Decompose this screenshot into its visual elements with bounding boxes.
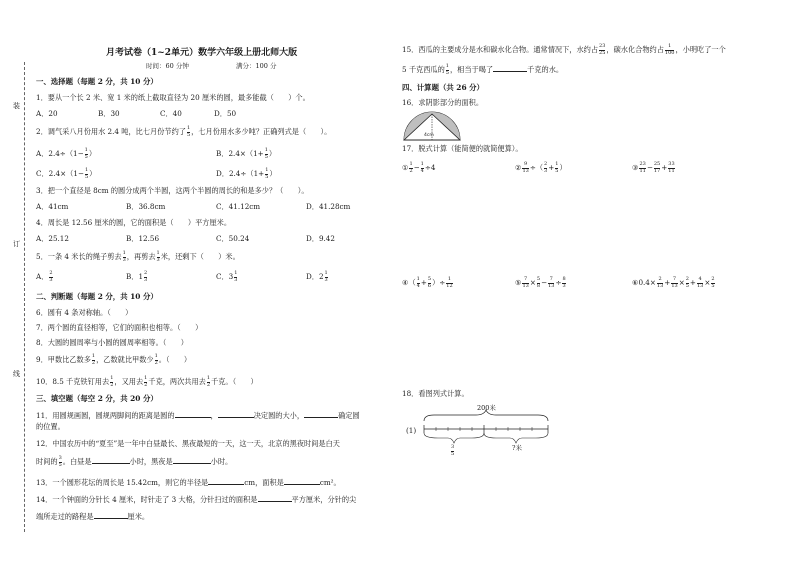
answer-blank[interactable] bbox=[175, 410, 211, 418]
q2-option-d: D．2.4÷（1+ $\frac{1}{5}$ ） bbox=[216, 167, 277, 180]
binding-char-xian: 线 bbox=[13, 370, 20, 378]
binding-line bbox=[24, 62, 25, 532]
question-8: 8．大圆的圆周率与小圆的圆周率相等。（ ） bbox=[36, 338, 188, 347]
answer-blank[interactable] bbox=[493, 64, 527, 72]
section-3-heading: 三、填空题（每空 2 分，共 20 分） bbox=[36, 394, 158, 403]
calc-1: ① $\frac{1}{2}$ − $\frac{1}{4}$ ÷4 bbox=[402, 161, 436, 174]
q5-option-a: A． $\frac{2}{3}$ bbox=[36, 270, 53, 283]
answer-blank[interactable] bbox=[304, 410, 338, 418]
figure-tag: (1) bbox=[406, 426, 417, 435]
q2-option-c: C．2.4×（1− $\frac{1}{5}$ ） bbox=[36, 167, 97, 180]
question-9: 9．甲数比乙数多 $\frac{1}{2}$ ，乙数就比甲数少 $\frac{1}{2}$ 。（ ） bbox=[36, 353, 192, 366]
binding-char-zhuang: 装 bbox=[13, 102, 20, 110]
question-18: 18．看图列式计算。 bbox=[402, 389, 469, 398]
q4-option-d: D．9.42 bbox=[306, 234, 335, 243]
q3-option-b: B．36.8cm bbox=[126, 202, 166, 211]
answer-blank[interactable] bbox=[92, 456, 130, 464]
exam-time: 时间：60 分钟 bbox=[146, 62, 189, 70]
q1-option-b: B．30 bbox=[98, 109, 120, 118]
q4-option-b: B．12.56 bbox=[126, 234, 160, 243]
question-14-cont: 端所走过的路程是 厘米。 bbox=[36, 512, 150, 521]
question-10: 10．8.5 千克铁钉用去 $\frac{1}{2}$ ，又用去 $\frac{1}{2}$ 千克，两次共用去 $\frac{1}{2}$ 千克。（ ） bbox=[36, 375, 258, 388]
q2-option-b: B．2.4×（1+ $\frac{1}{5}$ ） bbox=[216, 147, 277, 160]
calc-5: ⑤ $\frac{7}{13}$ × $\frac{5}{8}$ − $\frac{7}{13}$ ÷ $\frac{8}{3}$ bbox=[515, 276, 566, 289]
question-5: 5．一条 4 米长的绳子剪去 $\frac{1}{3}$ ，再剪去 $\frac{1}{3}$ 米，还剩下（ ）米。 bbox=[36, 250, 240, 263]
unknown-length-label: ?米 bbox=[512, 444, 522, 452]
calc-2: ② $\frac{9}{13}$ ÷（ $\frac{2}{3}$ + $\frac{1}{5}$ ） bbox=[515, 161, 567, 174]
semicircle-shaded-figure bbox=[402, 110, 462, 144]
question-7: 7．两个圆的直径相等，它们的面积也相等。（ ） bbox=[36, 323, 203, 332]
question-3: 3．把一个直径是 8cm 的圆分成两个半圆，这两个半圆的周长的和是多少？（ ）。 bbox=[36, 186, 309, 195]
q3-option-d: D．41.28cm bbox=[306, 202, 351, 211]
page-title: 月考试卷（1~2单元）数学六年级上册北师大版 bbox=[106, 48, 298, 58]
total-length-label: 200米 bbox=[477, 404, 496, 412]
q2-option-a: A．2.4÷（1− $\frac{1}{5}$ ） bbox=[36, 147, 97, 160]
question-1: 1．要从一个长 2 米、宽 1 米的纸上截取直径为 20 厘米的圆，最多能截（ ）个。 bbox=[36, 93, 310, 102]
q5-option-c: C．3 $\frac{1}{3}$ bbox=[216, 270, 238, 283]
question-13: 13．一个圆形花坛的周长是 15.42cm，则它的半径是 cm，面积是 cm²。 bbox=[36, 478, 341, 487]
answer-blank[interactable] bbox=[208, 477, 244, 485]
section-2-heading: 二、判断题（每题 2 分，共 10 分） bbox=[36, 292, 158, 301]
line-segment-diagram bbox=[420, 405, 555, 457]
q1-option-a: A．20 bbox=[36, 109, 58, 118]
answer-blank[interactable] bbox=[173, 456, 211, 464]
question-11: 11．用圆规画圆，圆规两脚间的距离是圆的 ， 决定圆的大小， 确定圆 bbox=[36, 411, 360, 420]
answer-blank[interactable] bbox=[258, 494, 292, 502]
section-4-heading: 四、计算题（共 26 分） bbox=[402, 83, 484, 92]
q5-option-d: D．2 $\frac{1}{3}$ bbox=[306, 270, 328, 283]
answer-blank[interactable] bbox=[284, 477, 320, 485]
question-17: 17．脱式计算（能简便的就简便算）。 bbox=[402, 144, 523, 153]
q1-option-c: C．40 bbox=[160, 109, 182, 118]
exam-score: 满分：100 分 bbox=[236, 62, 277, 70]
calc-4: ④（ $\frac{1}{4}$ + $\frac{5}{6}$ ）÷ $\frac{1}{12}$ bbox=[402, 276, 453, 289]
question-15: 15．西瓜的主要成分是水和碳水化合物。通常情况下，水约占 $\frac{23}{25}$ ，碳水化合物约占 $\frac{1}{100}$ ，小明吃了一个 bbox=[402, 43, 726, 56]
calc-6: ⑥0.4× $\frac{2}{13}$ + $\frac{7}{13}$ × $\frac{2}{5}$ + $\frac{4}{13}$ × $\frac{2}{5}$ bbox=[632, 276, 715, 289]
section-1-heading: 一、选择题（每题 2 分，共 10 分） bbox=[36, 77, 158, 86]
answer-blank[interactable] bbox=[218, 410, 254, 418]
q1-option-d: D．50 bbox=[214, 109, 237, 118]
question-2: 2．调气采八月份用水 2.4 吨，比七月份节约了 $\frac{1}{5}$ ，七月份用水多少吨？正确列式是（ ）。 bbox=[36, 125, 332, 138]
q4-option-c: C．50.24 bbox=[216, 234, 250, 243]
q4-option-a: A．25.12 bbox=[36, 234, 69, 243]
question-15-cont: 5 千克西瓜的 $\frac{1}{5}$ ，相当于喝了 千克的水。 bbox=[402, 63, 564, 76]
question-16: 16．求阴影部分的面积。 bbox=[402, 98, 484, 107]
part-fraction-label: $\frac{3}{5}$ bbox=[451, 444, 455, 457]
answer-blank[interactable] bbox=[94, 511, 128, 519]
question-12: 12．中国农历中的“夏至”是一年中白昼最长、黑夜最短的一天，这一天，北京的黑夜时间是白天 bbox=[36, 439, 340, 448]
question-4: 4．周长是 12.56 厘米的圆，它的面积是（ ）平方厘米。 bbox=[36, 218, 232, 227]
q3-option-c: C．41.12cm bbox=[216, 202, 261, 211]
binding-char-ding: 订 bbox=[13, 240, 20, 248]
question-14: 14．一个钟面的分针长 4 厘米，时针走了 3 大格，分针扫过的面积是 平方厘米，分针的尖 bbox=[36, 495, 357, 504]
calc-3: ③ $\frac{23}{11}$ − $\frac{25}{17}$ + $\frac{33}{11}$ bbox=[632, 161, 675, 174]
fraction: $\frac{1}{5}$ bbox=[186, 125, 191, 138]
question-6: 6．圆有 4 条对称轴。（ ） bbox=[36, 308, 133, 317]
q5-option-b: B．1 $\frac{2}{3}$ bbox=[126, 270, 148, 283]
question-12-cont: 时间的 $\frac{3}{5}$ 。白昼是 小时，黑夜是 小时。 bbox=[36, 455, 233, 468]
figure-label: 4cm bbox=[424, 133, 434, 138]
q3-option-a: A．41cm bbox=[36, 202, 69, 211]
question-11-cont: 的位置。 bbox=[36, 422, 65, 431]
